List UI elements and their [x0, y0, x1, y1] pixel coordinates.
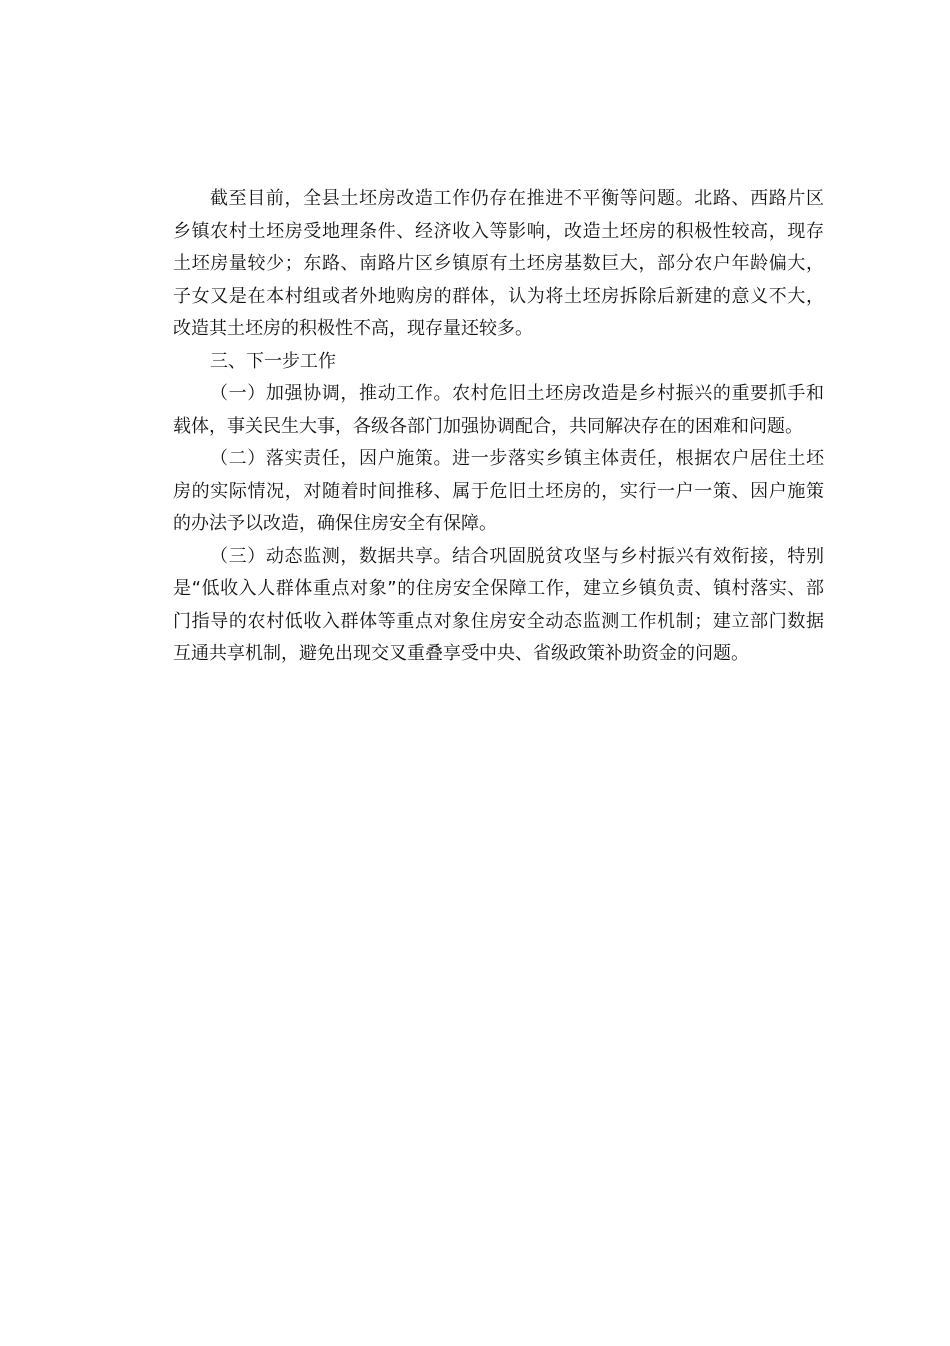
text-line: 改造其土坯房的积极性不高，现存量还较多。	[173, 318, 533, 339]
text-line: 乡镇农村土坯房受地理条件、经济收入等影响，改造土坯房的积极性较高，现存	[173, 220, 824, 242]
text-line: 房的实际情况，对随着时间推移、属于危旧土坯房的，实行一户一策、因户施策	[173, 480, 824, 502]
text-line: （三）动态监测，数据共享。结合巩固脱贫攻坚与乡村振兴有效衔接，特别	[210, 545, 824, 567]
text-line: 子女又是在本村组或者外地购房的群体，认为将土坯房拆除后新建的意义不大，	[173, 285, 824, 307]
paragraph-coordination	[136, 378, 824, 443]
document-body	[136, 183, 824, 671]
text-line: 载体，事关民生大事，各级各部门加强协调配合，共同解决存在的困难和问题。	[173, 415, 803, 437]
text-line: 互通共享机制，避免出现交叉重叠享受中央、省级政策补助资金的问题。	[173, 643, 749, 664]
section-heading: 三、下一步工作	[210, 350, 336, 372]
text-line: 门指导的农村低收入群体等重点对象住房安全动态监测工作机制；建立部门数据	[173, 610, 824, 632]
paragraph-monitoring	[136, 541, 824, 671]
section-heading-next-steps	[136, 346, 824, 379]
text-line: 土坯房量较少；东路、南路片区乡镇原有土坯房基数巨大，部分农户年龄偏大，	[173, 253, 824, 274]
text-line: （二）落实责任，因户施策。进一步落实乡镇主体责任，根据农户居住土坯	[210, 448, 824, 469]
text-line: 的办法予以改造，确保住房安全有保障。	[173, 513, 497, 534]
paragraph-current-issues	[136, 183, 824, 346]
text-line: 截至目前，全县土坯房改造工作仍存在推进不平衡等问题。北路、西路片区	[210, 188, 824, 209]
text-line: （一）加强协调，推动工作。农村危旧土坯房改造是乡村振兴的重要抓手和	[210, 383, 824, 404]
paragraph-responsibility	[136, 443, 824, 541]
text-line: 是“低收入人群体重点对象”的住房安全保障工作，建立乡镇负责、镇村落实、部	[173, 578, 824, 599]
